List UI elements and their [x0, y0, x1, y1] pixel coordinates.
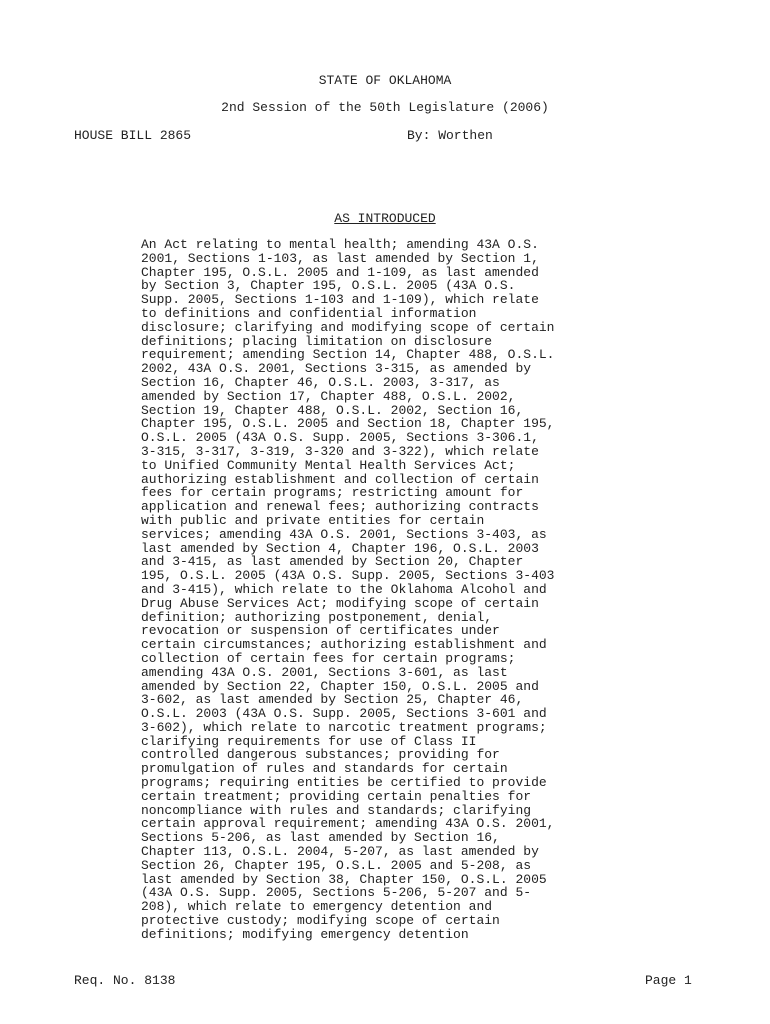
body-line: 3-315, 3-317, 3-319, 3-320 and 3-322), which relate [141, 443, 539, 459]
body-line: protective custody; modifying scope of certain [141, 913, 500, 929]
bill-number: HOUSE BILL 2865 [74, 128, 192, 143]
body-line: Section 19, Chapter 488, O.S.L. 2002, Section 16, [141, 402, 524, 418]
body-line: An Act relating to mental health; amending 43A O.S. [141, 237, 539, 252]
body-line: by Section 3, Chapter 195, O.S.L. 2005 (43A O.S. [141, 278, 516, 294]
body-line: revocation or suspension of certificates under [141, 623, 500, 639]
body-line: amended by Section 17, Chapter 488, O.S.L. 2002, [141, 388, 516, 404]
body-line: Chapter 195, O.S.L. 2005 and Section 18, Chapter 195, [141, 416, 555, 432]
body-line: collection of certain fees for certain programs; [141, 650, 516, 666]
body-line: Supp. 2005, Sections 1-103 and 1-109), which relate [141, 292, 539, 308]
body-line: 2002, 43A O.S. 2001, Sections 3-315, as amended by [141, 361, 532, 377]
body-line: certain circumstances; authorizing establishment and [141, 637, 547, 653]
body-line: services; amending 43A O.S. 2001, Sections 3-403, as [141, 526, 547, 542]
bill-status-heading [0, 211, 770, 226]
page-number: Page 1 [645, 973, 692, 988]
body-line: 208), which relate to emergency detention and [141, 899, 493, 915]
body-line: Chapter 195, O.S.L. 2005 and 1-109, as last amended [141, 264, 539, 280]
session-title: 2nd Session of the 50th Legislature (2006) [221, 100, 549, 115]
body-line: Section 16, Chapter 46, O.S.L. 2003, 3-317, as [141, 374, 500, 390]
body-line: O.S.L. 2003 (43A O.S. Supp. 2005, Sections 3-601 and [141, 706, 547, 722]
body-line: last amended by Section 4, Chapter 196, O.S.L. 2003 [141, 540, 539, 556]
body-line: disclosure; clarifying and modifying scope of certain [141, 319, 555, 335]
body-line: with public and private entities for certain [141, 512, 485, 528]
body-line: Drug Abuse Services Act; modifying scope of certain [141, 595, 539, 611]
body-line: to Unified Community Mental Health Services Act; [141, 457, 516, 473]
bill-title-text [141, 238, 641, 942]
body-line: amended by Section 22, Chapter 150, O.S.L. 2005 and [141, 678, 539, 694]
body-line: application and renewal fees; authorizing contracts [141, 499, 539, 515]
body-line: 3-602), which relate to narcotic treatment programs; [141, 719, 547, 735]
body-line: fees for certain programs; restricting amount for [141, 485, 524, 501]
body-line: Chapter 113, O.S.L. 2004, 5-207, as last amended by [141, 844, 539, 860]
body-line: certain approval requirement; amending 43A O.S. 2001, [141, 816, 555, 832]
body-line: 2001, Sections 1-103, as last amended by Section 1, [141, 250, 539, 266]
body-line: controlled dangerous substances; providing for [141, 747, 500, 763]
bill-status-label: AS INTRODUCED [334, 211, 436, 226]
body-line: programs; requiring entities be certified to provide [141, 775, 547, 791]
body-line: definition; authorizing postponement, denial, [141, 609, 493, 625]
body-line: to definitions and confidential information [141, 305, 477, 321]
body-line: definitions; placing limitation on disclosure [141, 333, 493, 349]
state-title: STATE OF OKLAHOMA [318, 73, 452, 88]
body-line: amending 43A O.S. 2001, Sections 3-601, as last [141, 664, 508, 680]
body-line: certain treatment; providing certain penalties for [141, 788, 532, 804]
body-line: 195, O.S.L. 2005 (43A O.S. Supp. 2005, Sections 3-403 [141, 568, 555, 584]
body-line: clarifying requirements for use of Class II [141, 733, 477, 749]
body-line: noncompliance with rules and standards; clarifying [141, 802, 532, 818]
body-line: promulgation of rules and standards for certain [141, 761, 508, 777]
bill-author: By: Worthen [407, 128, 493, 143]
body-line: O.S.L. 2005 (43A O.S. Supp. 2005, Sections 3-306.1, [141, 430, 539, 446]
body-line: and 3-415, as last amended by Section 20, Chapter [141, 554, 524, 570]
body-line: Section 26, Chapter 195, O.S.L. 2005 and 5-208, as [141, 857, 532, 873]
body-line: definitions; modifying emergency detention [141, 926, 469, 942]
body-line: Sections 5-206, as last amended by Section 16, [141, 830, 500, 846]
body-line: and 3-415), which relate to the Oklahoma Alcohol and [141, 581, 547, 597]
body-line: authorizing establishment and collection of certain [141, 471, 539, 487]
body-line: last amended by Section 38, Chapter 150, O.S.L. 2005 [141, 871, 547, 887]
body-line: requirement; amending Section 14, Chapter 488, O.S.L. [141, 347, 555, 363]
body-line: (43A O.S. Supp. 2005, Sections 5-206, 5-207 and 5- [141, 885, 532, 901]
body-line: 3-602, as last amended by Section 25, Chapter 46, [141, 692, 524, 708]
request-number: Req. No. 8138 [74, 973, 176, 988]
